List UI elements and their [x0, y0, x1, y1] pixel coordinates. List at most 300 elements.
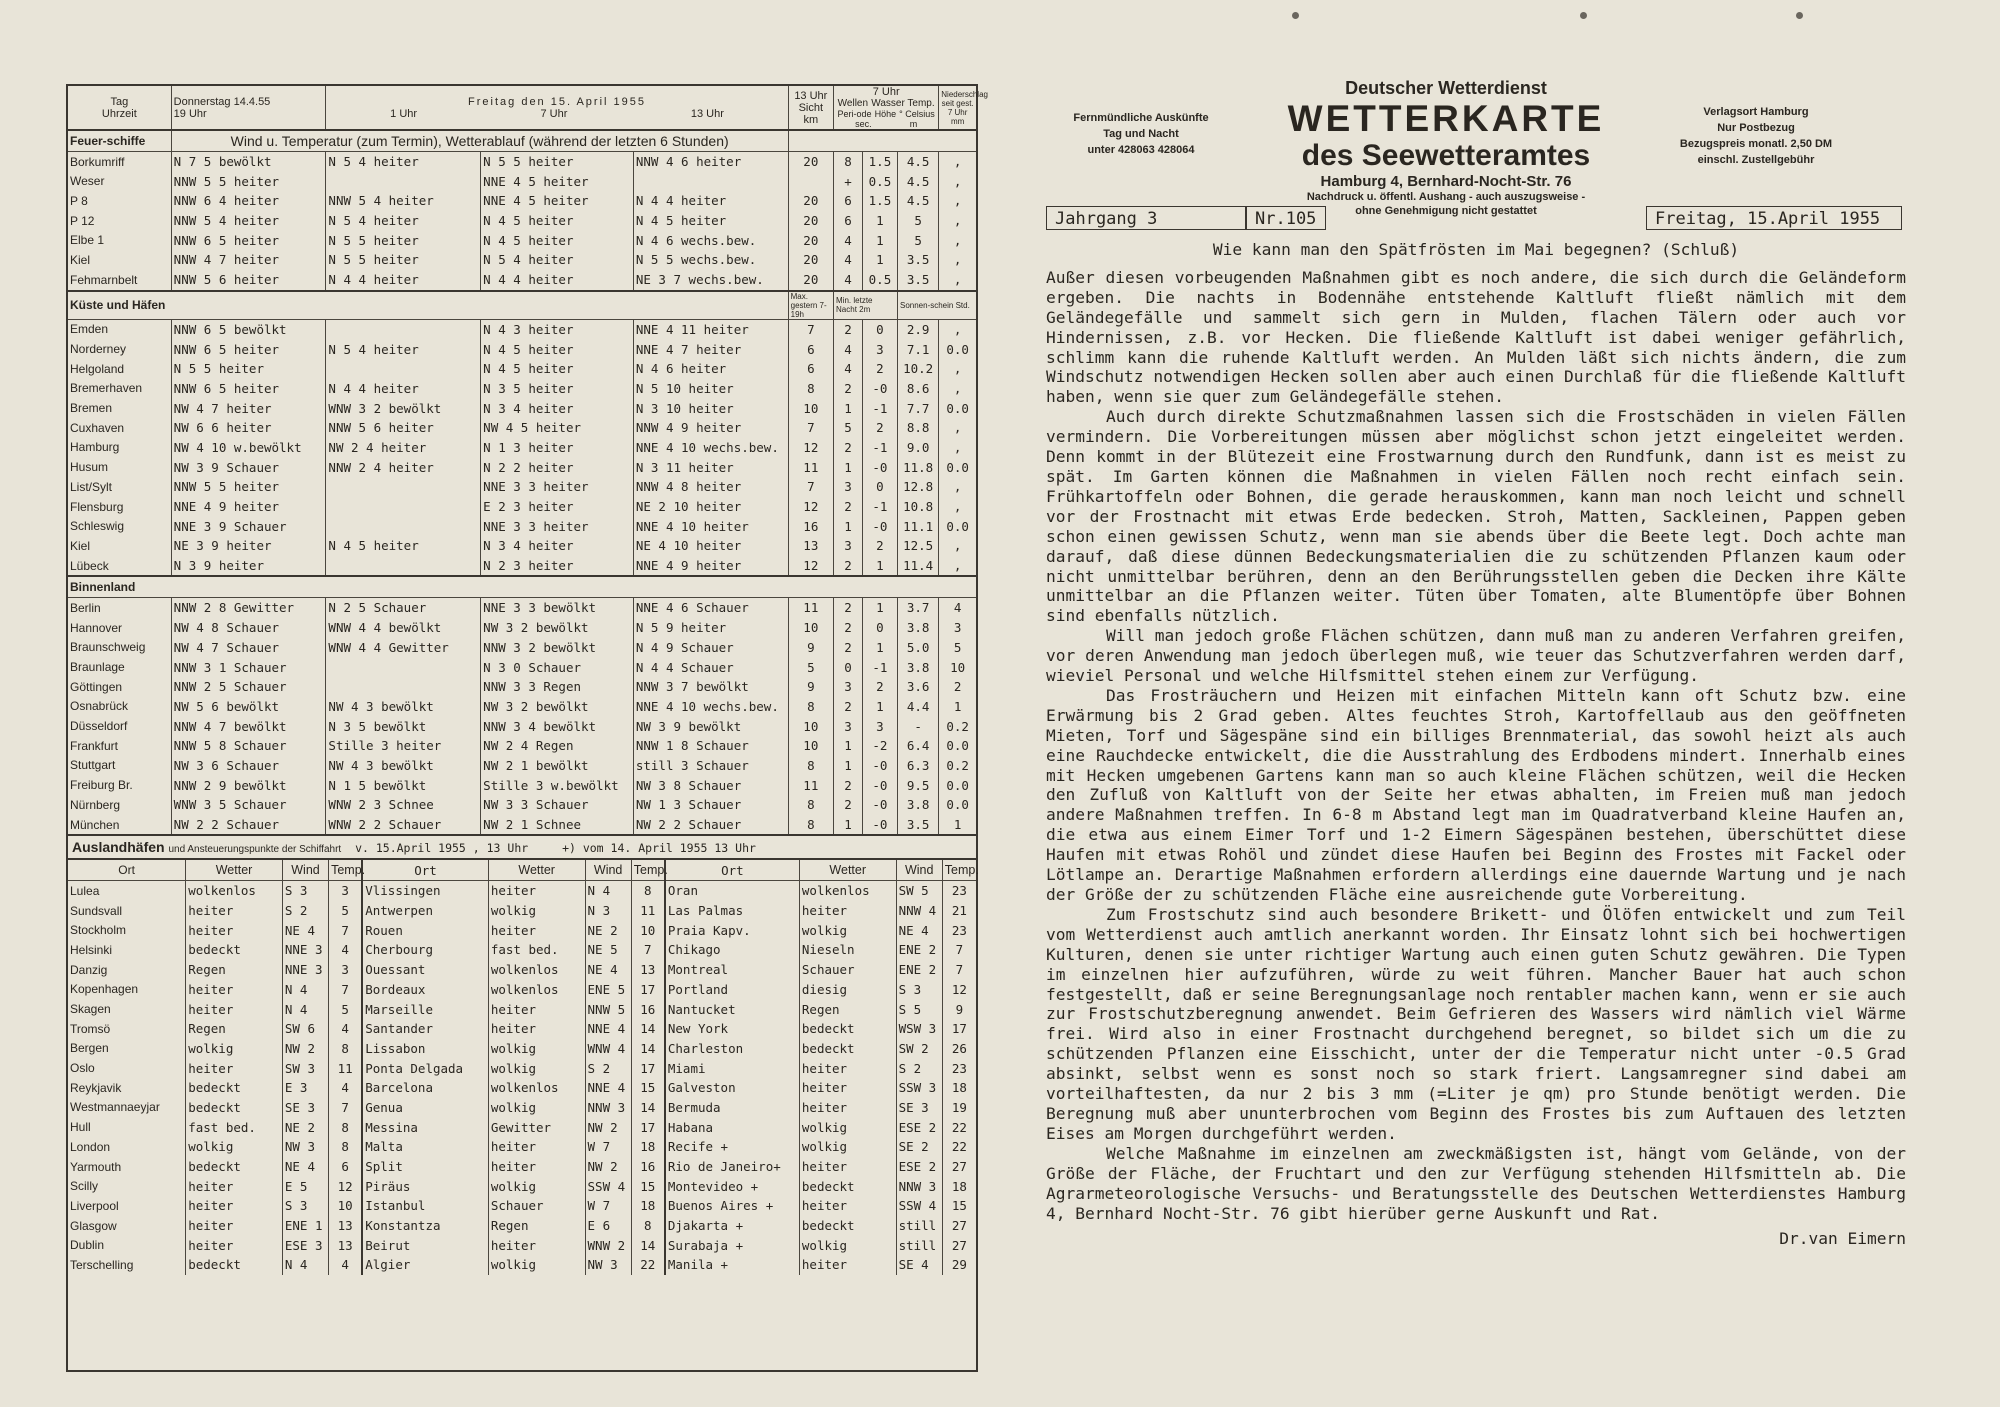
port-name: Konstantza [362, 1216, 488, 1236]
station-name: Braunschweig [70, 640, 146, 655]
cell: 3.8 [897, 618, 938, 638]
km-label: km [803, 113, 819, 126]
cell: 20 [788, 211, 833, 231]
notice-line: ohne Genehmigung nicht gestattet [1355, 205, 1537, 217]
cell: 3.7 [897, 598, 938, 618]
cell: -0 [862, 795, 897, 815]
cell: 20 [788, 270, 833, 291]
cell: 23 [942, 881, 976, 901]
station-name: Schleswig [70, 519, 125, 534]
cell: diesig [799, 980, 896, 1000]
cell: NNW 3 7 bewölkt [633, 677, 788, 697]
cell: 2 [834, 697, 863, 717]
cell: 18 [942, 1176, 976, 1196]
cell: 15 [631, 1078, 665, 1098]
cell: bedeckt [799, 1176, 896, 1196]
cell: 1.5 [862, 191, 897, 211]
cell: Gewitter [488, 1117, 585, 1137]
ausland-table [68, 858, 979, 1274]
binnen-rows [68, 598, 976, 835]
cell: 1.5 [862, 151, 897, 171]
table-row [68, 457, 976, 477]
cell: 2 [834, 775, 863, 795]
cell: 8 [329, 1039, 363, 1059]
port-name: Manila + [665, 1255, 800, 1275]
cell: N 2 2 heiter [481, 457, 634, 477]
cell: N 4 [282, 1255, 328, 1275]
cell: NNW 2 9 bewölkt [171, 775, 326, 795]
cell: ENE 2 [896, 940, 942, 960]
cell: N 3 5 bewölkt [326, 716, 481, 736]
table-row [68, 1058, 976, 1078]
cell: heiter [488, 1137, 585, 1157]
port-name: Algier [362, 1255, 488, 1275]
cell: E 2 3 heiter [481, 497, 634, 517]
col-wetter: Wetter [186, 859, 283, 880]
article-paragraph: Außer diesen vorbeugenden Maßnahmen gibt es noch andere, die sich durch die Geländeform ergeben. Die nachts in Bodennähe entstehende Kaltluft fließt nämlich mit dem Geländegefälle und sammelt sich gern in Mulden, flachen Tälern oder auch vor Hindernissen, z.B. vor Hecken. Die fließende Kaltluft ist dabei weniger gefährlich, schlimm kann die ruhende Kaltluft werden. An Mulden läßt sich nichts ändern, die zum Windschutz notwendigen Hecken sollen aber auch einen Durchlaß für die fließende Kaltluft haben, wenn sie quer zum Geländegefälle stehen. [1046, 267, 1916, 407]
cell: 1 [834, 398, 863, 418]
cell: WNW 2 [585, 1235, 631, 1255]
cell: 12.5 [897, 536, 938, 556]
cell: heiter [488, 881, 585, 901]
cell: 3 [329, 881, 363, 901]
cell: 2.9 [897, 319, 938, 339]
station-name: Osnabrück [70, 699, 129, 714]
cell: 7 [788, 319, 833, 339]
cell: NNE 4 6 Schauer [633, 598, 788, 618]
cell: 0.0 [939, 339, 976, 359]
cell: N 4 [282, 980, 328, 1000]
cell: SE 2 [896, 1137, 942, 1157]
cell: still [896, 1235, 942, 1255]
cell: NNW 6 5 bewölkt [171, 319, 326, 339]
cell: wolkenlos [488, 960, 585, 980]
cell: heiter [799, 1098, 896, 1118]
cell: NNE 4 10 wechs.bew. [633, 438, 788, 458]
cell: -0 [862, 379, 897, 399]
cell: NNW 3 3 Regen [481, 677, 634, 697]
cell: 1 [834, 516, 863, 536]
cell: NNW 2 4 heiter [326, 457, 481, 477]
cell: , [939, 536, 976, 556]
cell: , [939, 438, 976, 458]
col-ort: Ort [68, 859, 186, 880]
cell: N 4 5 heiter [481, 359, 634, 379]
cell: N 4 4 heiter [633, 191, 788, 211]
port-name: Habana [665, 1117, 800, 1137]
cell: 6.4 [897, 736, 938, 756]
table-row [68, 191, 976, 211]
station-name: P 8 [70, 193, 88, 208]
col-wetter: Wetter [488, 859, 585, 880]
table-row [68, 151, 976, 171]
cell: heiter [186, 1176, 283, 1196]
cell: 0 [862, 477, 897, 497]
cell: 0 [862, 618, 897, 638]
cell: 10 [788, 618, 833, 638]
cell: NNE 3 3 heiter [481, 516, 634, 536]
cell [326, 319, 481, 339]
cell: -0 [862, 775, 897, 795]
table-row [68, 1019, 976, 1039]
cell: 1 [939, 815, 976, 835]
cell: 13 [329, 1216, 363, 1236]
cell: NW 2 [585, 1117, 631, 1137]
contact-line: Tag und Nacht [1103, 128, 1179, 140]
table-row [68, 795, 976, 815]
table-row [68, 756, 976, 776]
cell: 0.0 [939, 736, 976, 756]
cell: 15 [631, 1176, 665, 1196]
table-row [68, 1216, 976, 1236]
station-name: Kiel [70, 252, 91, 267]
cell: Regen [799, 999, 896, 1019]
cell: 4 [329, 1255, 363, 1275]
cell: wolkig [488, 1098, 585, 1118]
cell: 7 [329, 1098, 363, 1118]
cell: NNW 5 5 heiter [171, 171, 326, 191]
table-row [68, 250, 976, 270]
cell: 8 [788, 379, 833, 399]
cell: 4 [834, 359, 863, 379]
table-row [68, 359, 976, 379]
cell: 3.8 [897, 657, 938, 677]
cell: - [897, 716, 938, 736]
cell: NNW 3 1 Schauer [171, 657, 326, 677]
cell: bedeckt [186, 1255, 283, 1275]
cell: N 5 5 heiter [326, 250, 481, 270]
port-name: Genua [362, 1098, 488, 1118]
table-row [68, 1157, 976, 1177]
cell: SW 5 [896, 881, 942, 901]
cell: 4 [329, 940, 363, 960]
cell: heiter [186, 1196, 283, 1216]
cell: wolkig [799, 1117, 896, 1137]
cell: NNW 4 [896, 901, 942, 921]
cell: 5 [897, 211, 938, 231]
cell [326, 677, 481, 697]
cell: ENE 2 [896, 960, 942, 980]
cell: N 3 10 heiter [633, 398, 788, 418]
cell [326, 556, 481, 577]
cell: 4 [329, 1078, 363, 1098]
cell: 1 [862, 230, 897, 250]
cell: S 3 [896, 980, 942, 1000]
cell: wolkig [488, 1058, 585, 1078]
wasser-label: Wasser Temp. [871, 98, 935, 109]
col-wind: Wind [585, 859, 631, 880]
cell: 17 [631, 1117, 665, 1137]
wellen-label: Wellen [837, 98, 869, 109]
cell: NW 5 6 bewölkt [171, 697, 326, 717]
article-paragraph: Das Frosträuchern und Heizen mit einfachen Mitteln kann oft Schutz bzw. eine Erwärmung bis 2 Grad geben. Altes feuchtes Stroh, Kartoffellaub aus den geöffneten Mieten, Torf und Sägespäne sind ein billiges Brennmaterial, das sowohl heizt als auch eine Rauchdecke entwickelt, die die Ausstrahlung des Erdbodens mindert. Innerhalb eines mit Hecken umgebenen Gartens kann man so auch kleine Flächen schützen, weil die Hecken den Zufluß von Kaltluft von der Seite her etwas abhalten, im Freien muß man jedoch andere Maßnahmen treffen. In 6-8 m Abstand legt man im Quadratverband kleine Haufen an, die etwa aus einem Eimer Torf und 1-2 Eimern Sägespänen bestehen, überschüttet diese Haufen mit etwas Rohöl und zündet diese Haufen bei Beginn des Frostes mit Fackel oder Lötlampe an. Derartige Maßnahmen erfordern allerdings eine dauernde Wartung und je nach der Größe der zu schützenden Fläche eine ausreichende gute Vorbereitung. [1046, 685, 1916, 904]
publisher-info [1641, 104, 1871, 168]
port-name: Beirut [362, 1235, 488, 1255]
cell: NE 4 [896, 920, 942, 940]
cell: 2 [834, 379, 863, 399]
cell: bedeckt [186, 1157, 283, 1177]
cell: WNW 3 5 Schauer [171, 795, 326, 815]
cell: 3 [834, 536, 863, 556]
cell: NNW 1 8 Schauer [633, 736, 788, 756]
cell: NNW 3 2 bewölkt [481, 638, 634, 658]
table-row [68, 598, 976, 618]
cell: , [939, 319, 976, 339]
cell: 14 [631, 1019, 665, 1039]
cell: S 2 [896, 1058, 942, 1078]
cell: NE 4 10 heiter [633, 536, 788, 556]
cell: 1 [862, 556, 897, 577]
ausland-subtitle: und Ansteuerungspunkte der Schiffahrt [168, 844, 342, 856]
cell: wolkig [799, 1137, 896, 1157]
cell: NNW 5 [585, 999, 631, 1019]
port-name: Terschelling [70, 1257, 134, 1272]
cell: 29 [942, 1255, 976, 1275]
cell: 2 [834, 438, 863, 458]
cell: , [939, 379, 976, 399]
cell: , [939, 171, 976, 191]
donnerstag-label: Donnerstag 14.4.55 [173, 95, 271, 108]
cell: -1 [862, 398, 897, 418]
cell [788, 171, 833, 191]
cell: wolkig [488, 1039, 585, 1059]
jahrgang-box [1046, 206, 1246, 230]
cell: NNW 4 7 bewölkt [171, 716, 326, 736]
cell: 23 [942, 1058, 976, 1078]
cell: Schauer [799, 960, 896, 980]
cell: heiter [186, 1235, 283, 1255]
cell: S 5 [896, 999, 942, 1019]
cell: 5 [834, 418, 863, 438]
cell: bedeckt [799, 1019, 896, 1039]
punch-hole [1292, 12, 1299, 19]
port-name: Hull [70, 1120, 91, 1135]
cell: NNE 4 9 heiter [171, 497, 326, 517]
cell: 14 [631, 1098, 665, 1118]
cell: N 5 9 heiter [633, 618, 788, 638]
publisher-line: Bezugspreis monatl. 2,50 DM [1679, 138, 1833, 150]
m-label: m [909, 119, 918, 129]
table-row [68, 901, 976, 921]
celsius-label: ° Celsius [899, 109, 935, 119]
cell: 2 [834, 556, 863, 577]
port-name: Stockholm [70, 923, 127, 938]
cell: 5 [329, 901, 363, 921]
cell: NW 4 7 heiter [171, 398, 326, 418]
cell: 27 [942, 1157, 976, 1177]
cell: 19 [942, 1098, 976, 1118]
dwd-label: Deutscher Wetterdienst [1345, 78, 1547, 98]
cell: ENE 1 [282, 1216, 328, 1236]
station-name: Norderney [70, 342, 127, 357]
weather-table [66, 84, 988, 1372]
cell: NW 2 1 bewölkt [481, 756, 634, 776]
section-kueste [68, 291, 976, 320]
table-row [68, 677, 976, 697]
table-row [68, 1117, 976, 1137]
section-title: Küste und Häfen [68, 291, 788, 320]
cell: N 3 0 Schauer [481, 657, 634, 677]
cell: N 4 6 wechs.bew. [633, 230, 788, 250]
table-row [68, 230, 976, 250]
table-row [68, 736, 976, 756]
cell: NNW 4 9 heiter [633, 418, 788, 438]
cell: wolkig [186, 1039, 283, 1059]
table-row [68, 438, 976, 458]
cell: 17 [631, 1058, 665, 1078]
cell: heiter [799, 1196, 896, 1216]
port-name: Recife + [665, 1137, 800, 1157]
port-name: Kopenhagen [70, 982, 139, 997]
cell [326, 477, 481, 497]
cell: NW 4 3 bewölkt [326, 756, 481, 776]
cell: N 5 4 heiter [481, 250, 634, 270]
table-row [68, 556, 976, 577]
cell: 4.5 [897, 191, 938, 211]
cell: 1 [862, 697, 897, 717]
cell: NW 3 2 bewölkt [481, 618, 634, 638]
cell: 8 [788, 815, 833, 835]
cell: 8.8 [897, 418, 938, 438]
cell: E 3 [282, 1078, 328, 1098]
table-row [68, 339, 976, 359]
cell: 2 [834, 795, 863, 815]
cell: 8.6 [897, 379, 938, 399]
cell: WNW 4 4 bewölkt [326, 618, 481, 638]
ausland-date-1: v. 15.April 1955 , 13 Uhr [355, 841, 529, 856]
cell: 9 [942, 999, 976, 1019]
cell: 16 [788, 516, 833, 536]
cell: 8 [834, 151, 863, 171]
port-name: Helsinki [70, 942, 113, 957]
cell: SSW 4 [896, 1196, 942, 1216]
table-row [68, 716, 976, 736]
cell: NW 3 6 Schauer [171, 756, 326, 776]
cell: wolkig [488, 1255, 585, 1275]
cell: 6 [834, 191, 863, 211]
cell: 0.5 [862, 171, 897, 191]
cell: 9.0 [897, 438, 938, 458]
station-name: Elbe 1 [70, 233, 105, 248]
cell: 0.0 [939, 457, 976, 477]
cell: 0.0 [939, 795, 976, 815]
port-name: Barcelona [362, 1078, 488, 1098]
cell: 26 [942, 1039, 976, 1059]
cell: 10 [788, 736, 833, 756]
cell: ESE 3 [282, 1235, 328, 1255]
u13-label: 13 Uhr [690, 107, 724, 120]
cell: 18 [942, 1078, 976, 1098]
cell: NE 4 [282, 1157, 328, 1177]
port-name: Chikago [665, 940, 800, 960]
port-name: Rouen [362, 920, 488, 940]
cell: 3.5 [897, 250, 938, 270]
cell: 0.0 [939, 516, 976, 536]
cell: 7 [631, 940, 665, 960]
cell: N 4 4 heiter [326, 270, 481, 291]
port-name: Glasgow [70, 1218, 117, 1233]
table-row [68, 1078, 976, 1098]
station-name: Nürnberg [70, 797, 121, 812]
port-name: Istanbul [362, 1196, 488, 1216]
cell: 22 [631, 1255, 665, 1275]
cell: NW 3 3 Schauer [481, 795, 634, 815]
station-name: Freiburg Br. [70, 778, 133, 793]
table-row [68, 497, 976, 517]
cell: 13 [788, 536, 833, 556]
h13-label: 13 Uhr [794, 89, 828, 102]
article-paragraph: Welche Maßnahme im einzelnen am zweckmäßigsten ist, hängt vom Gelände, von der Größe der Fläche, der Fruchtart und den zur Verfügung stehenden Hilfsmitteln ab. Die Agrarmeteorologische Versuchs- und Beratungsstelle des Deutschen Wetterdienstes Hamburg 4, Bernhard Nocht-Str. 76 gibt hierüber gerne Auskunft und Rat. [1046, 1143, 1916, 1223]
h7-label: 7 Uhr [872, 86, 900, 98]
cell: 12 [788, 497, 833, 517]
port-name: Scilly [70, 1179, 99, 1194]
cell: NW 4 5 heiter [481, 418, 634, 438]
port-name: Danzig [70, 962, 108, 977]
cell: Regen [186, 1019, 283, 1039]
cell: WNW 4 4 Gewitter [326, 638, 481, 658]
cell: , [939, 191, 976, 211]
col-wind: Wind [896, 859, 942, 880]
cell: 1 [834, 756, 863, 776]
cell: 7.1 [897, 339, 938, 359]
cell [326, 359, 481, 379]
cell: SE 4 [896, 1255, 942, 1275]
table-row [68, 960, 976, 980]
cell: Stille 3 w.bewölkt [481, 775, 634, 795]
cell: wolkenlos [186, 881, 283, 901]
sec-label: sec. [855, 119, 872, 129]
article-paragraph: Will man jedoch große Flächen schützen, dann muß man zu anderen Verfahren greifen, vor deren Anwendung man jedoch überlegen muß, wie teuer das Schutzverfahren werden darf, wieviel Personal und welche Hilfsmittel stehen einem zur Verfügung. [1046, 626, 1916, 686]
port-name: Oran [665, 881, 800, 901]
cell: 6 [834, 211, 863, 231]
punch-hole [1796, 12, 1803, 19]
cell: Schauer [488, 1196, 585, 1216]
section-title: Auslandhäfen [72, 839, 165, 856]
col-temp: Temp. [942, 859, 976, 880]
uhrzeit-label: Uhrzeit [101, 107, 137, 120]
table-row [68, 1098, 976, 1118]
cell: 0.5 [862, 270, 897, 291]
cell: NNW 4 8 heiter [633, 477, 788, 497]
contact-line: unter 428063 428064 [1087, 144, 1195, 156]
cell: NW 3 [282, 1137, 328, 1157]
cell: -0 [862, 457, 897, 477]
cell: NNW 2 8 Gewitter [171, 598, 326, 618]
cell: 20 [788, 250, 833, 270]
station-name: München [70, 817, 120, 832]
table-row [68, 1039, 976, 1059]
header-row [68, 86, 976, 130]
port-name: Montreal [665, 960, 800, 980]
cell: 12 [942, 980, 976, 1000]
cell: 4 [834, 339, 863, 359]
cell: S 3 [282, 881, 328, 901]
col-wetter: Wetter [799, 859, 896, 880]
table-row [68, 775, 976, 795]
cell: NE 2 [585, 920, 631, 940]
port-name: Reykjavik [70, 1080, 122, 1095]
cell: 1 [834, 815, 863, 835]
cell [633, 171, 788, 191]
cell: 16 [631, 999, 665, 1019]
cell: N 4 3 heiter [481, 319, 634, 339]
cell: WNW 3 2 bewölkt [326, 398, 481, 418]
cell: NNW 6 5 heiter [171, 379, 326, 399]
cell: NW 2 [585, 1157, 631, 1177]
cell: N 1 3 heiter [481, 438, 634, 458]
issue-date: Freitag, 15.April 1955 [1655, 209, 1881, 229]
cell: N 3 4 heiter [481, 536, 634, 556]
